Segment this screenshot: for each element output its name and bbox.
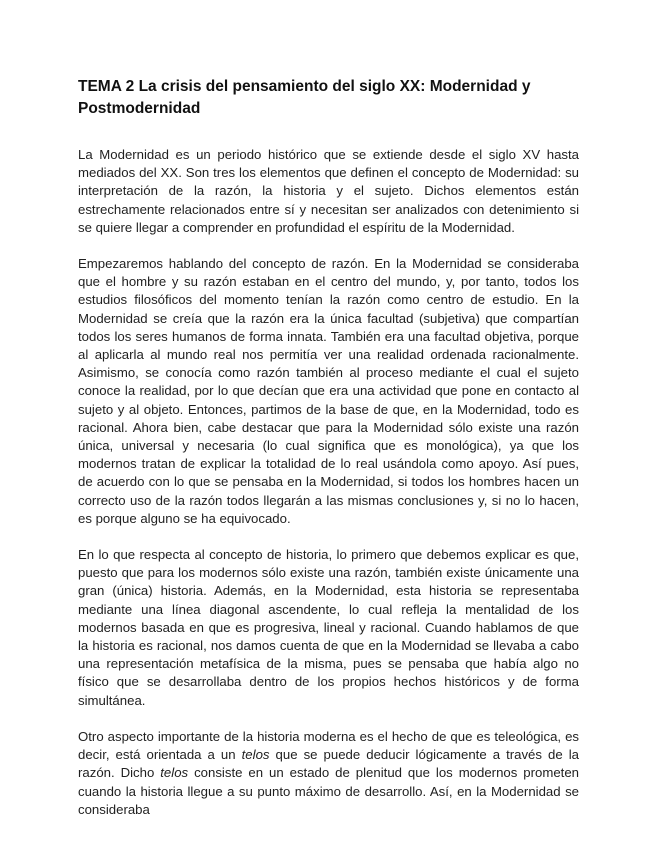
paragraph-teleologia (78, 728, 579, 819)
document-title: TEMA 2 La crisis del pensamiento del siglo XX: Modernidad y Postmodernidad (78, 78, 531, 117)
paragraph-razon: Empezaremos hablando del concepto de razón. En la Modernidad se consideraba que el hombre y su razón estaban en el centro del mundo, y, por tanto, todos los estudios filosóficos del momento tenían la razón como centro de estudio. En la Modernidad se creía que la razón era la única facultad (subjetiva) que compartían todos los seres humanos de forma innata. También era una facultad objetiva, porque al aplicarla al mundo real nos permitía ver una realidad ordenada racionalmente. Asimismo, se conocía como razón también al proceso mediante el cual el sujeto conoce la realidad, por lo que decían que era una actividad que pone en contacto al sujeto y al objeto. Entonces, partimos de la base de que, en la Modernidad, todo es racional. Ahora bien, cabe destacar que para la Modernidad sólo existe una razón única, universal y necesaria (lo cual significa que es monológica), ya que los modernos tratan de explicar la totalidad de lo real usándola como apoyo. Así pues, de acuerdo con lo que se pensaba en la Modernidad, si todos los hombres hacen un correcto uso de la razón todos llegarán a las mismas conclusiones y, si no lo hacen, es porque alguno se ha equivocado. (78, 256, 579, 526)
paragraph-text-segment: Otro aspecto importante de la historia moderna es el hecho de que es teleológica, es decir, está orientada a un (78, 728, 579, 763)
paragraph-historia: En lo que respecta al concepto de historia, lo primero que debemos explicar es que, puesto que para los modernos sólo existe una razón, también existe únicamente una gran (única) historia. Además, en la Modernidad, esta historia se representaba mediante una línea diagonal ascendente, lo cual refleja la mentalidad de los modernos basada en que es progresiva, lineal y racional. Cuando hablamos de que la historia es racional, nos damos cuenta de que en la Modernidad se llevaba a cabo una representación metafísica de la misma, pues se pensaba que había algo no físico que se desarrollaba dentro de los propios hechos históricos y de forma simultánea. (78, 547, 579, 708)
italic-term-telos: telos (241, 747, 270, 763)
italic-term-telos: telos (160, 765, 189, 781)
paragraph-text-segment: que se puede deducir lógicamente a través de la razón. Dicho (78, 747, 579, 781)
paragraph-text-segment: consiste en un estado de plenitud que los modernos prometen cuando la historia llegue a su punto máximo de desarrollo. Así, en la Modernidad se consideraba (78, 765, 579, 817)
paragraph-modernidad-intro: La Modernidad es un periodo histórico que se extiende desde el siglo XV hasta mediados del XX. Son tres los elementos que definen el concepto de Modernidad: su interpretación de la razón, la historia y el sujeto. Dichos elementos están estrechamente relacionados entre sí y necesitan ser analizados con detenimiento si se quiere llegar a comprender en profundidad el espíritu de la Modernidad. (78, 147, 579, 235)
